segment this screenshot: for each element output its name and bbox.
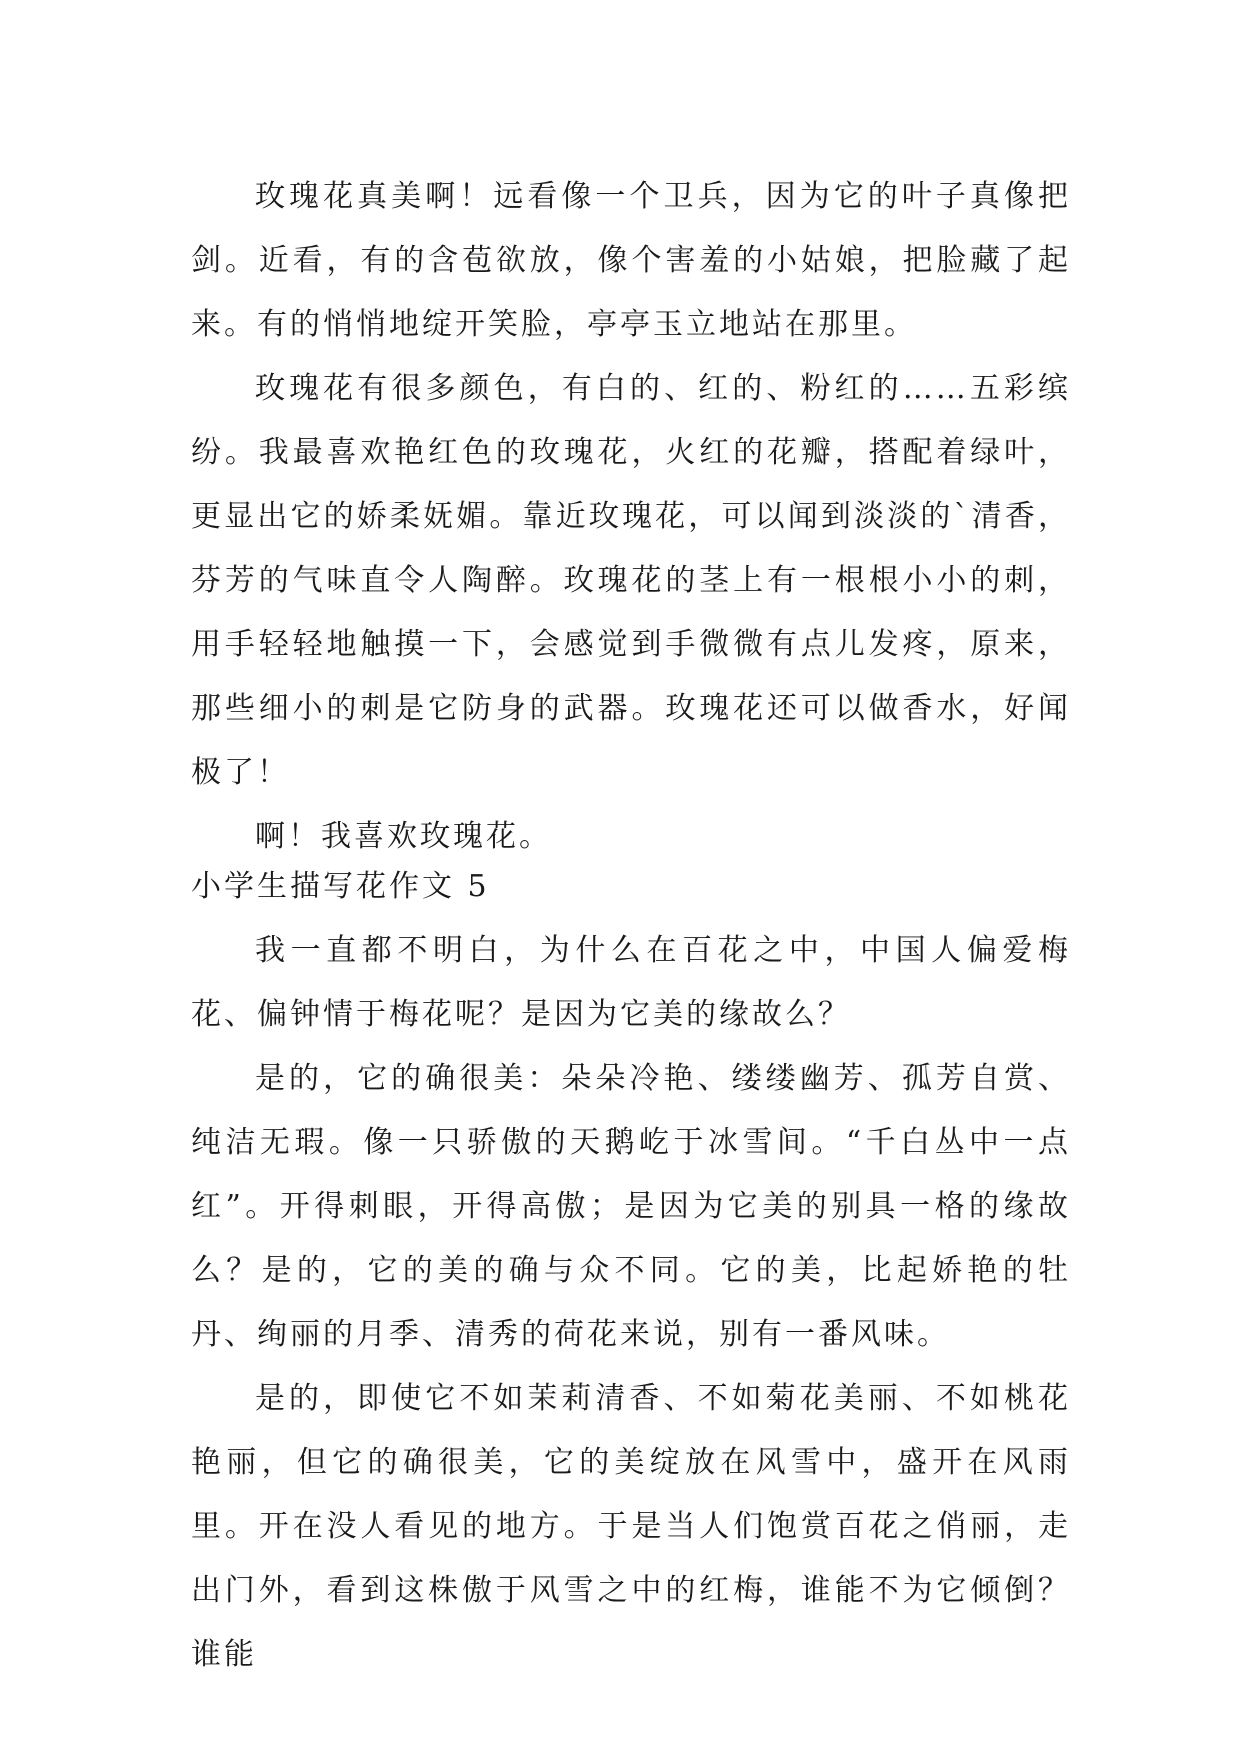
paragraph: 啊！我喜欢玫瑰花。: [255, 819, 552, 854]
section-heading: 小学生描写花作文 5: [191, 869, 490, 904]
paragraph: 玫瑰花真美啊！远看像一个卫兵，因为它的叶子真像把剑。近看，有的含苞欲放，像个害羞的小姑娘，把脸藏了起来。有的悄悄地绽开笑脸，亭亭玉立地站在那里。: [191, 179, 1071, 342]
paragraph: 是的，它的确很美：朵朵冷艳、缕缕幽芳、孤芳自赏、纯洁无瑕。像一只骄傲的天鹅屹于冰雪间。“千白丛中一点红”。开得刺眼，开得高傲；是因为它美的别具一格的缘故么？是的，它的美的确与众不同。它的美，比起娇艳的牡丹、绚丽的月季、清秀的荷花来说，别有一番风味。: [191, 1061, 1071, 1352]
paragraph: 我一直都不明白，为什么在百花之中，中国人偏爱梅花、偏钟情于梅花呢？是因为它美的缘故么？: [191, 933, 1071, 1032]
paragraph: 玫瑰花有很多颜色，有白的、红的、粉红的……五彩缤纷。我最喜欢艳红色的玫瑰花，火红的花瓣，搭配着绿叶，更显出它的娇柔妩媚。靠近玫瑰花，可以闻到淡淡的`清香，芬芳的气味直令人陶醉。玫瑰花的茎上有一根根小小的刺，用手轻轻地触摸一下，会感觉到手微微有点儿发疼，原来，那些细小的刺是它防身的武器。玫瑰花还可以做香水，好闻极了！: [191, 371, 1071, 790]
rose-essay-section: [191, 165, 1071, 869]
paragraph: 是的，即使它不如茉莉清香、不如菊花美丽、不如桃花艳丽，但它的确很美，它的美绽放在风雪中，盛开在风雨里。开在没人看见的地方。于是当人们饱赏百花之俏丽，走出门外，看到这株傲于风雪之中的红梅，谁能不为它倾倒？谁能: [191, 1381, 1071, 1672]
plum-essay-section: [191, 919, 1071, 1687]
